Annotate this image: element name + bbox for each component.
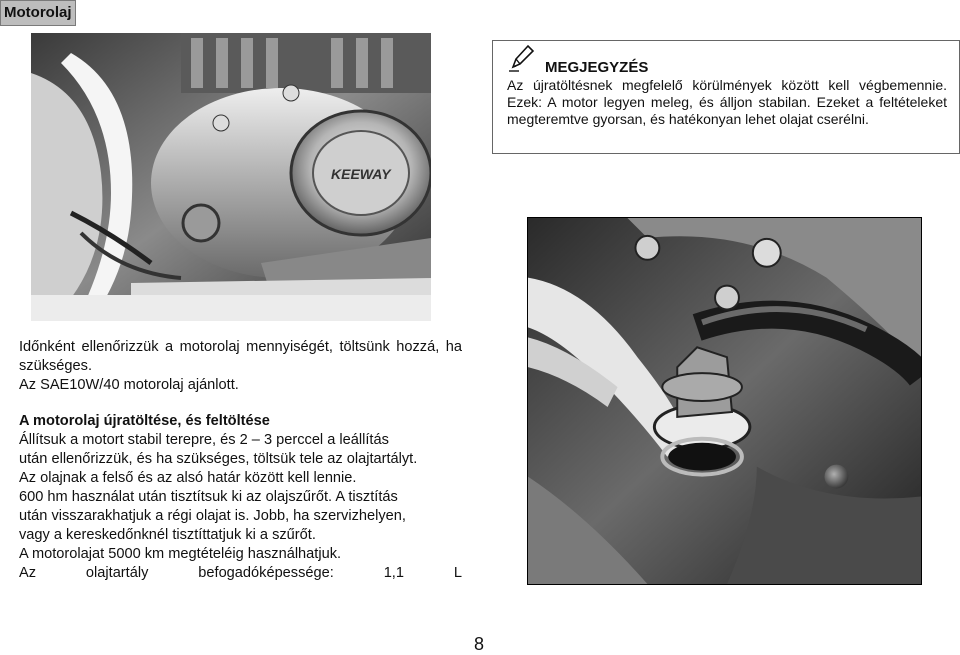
refill-line: után visszarakhatjuk a régi olajat is. Jobb, ha szervizhelyen, xyxy=(19,508,406,524)
refill-line: vagy a kereskedőnknél tisztíttatjuk ki a szűrőt. xyxy=(19,527,316,543)
capacity-word: olajtartály xyxy=(85,565,149,581)
refill-line: Az olajnak a felső és az alsó határ között kell lennie. xyxy=(19,470,357,486)
refill-line: után ellenőrizzük, és ha szükséges, töltsük tele az olajtartályt. xyxy=(19,451,418,467)
refill-title: A motorolaj újratöltése, és feltöltése xyxy=(19,413,270,429)
engine-photo xyxy=(31,33,431,321)
note-header xyxy=(507,47,947,77)
svg-text:KEEWAY: KEEWAY xyxy=(331,166,391,182)
note-title: MEGJEGYZÉS xyxy=(545,59,649,76)
pencil-icon xyxy=(507,43,537,77)
oil-filler-photo xyxy=(527,217,922,585)
capacity-word: Az xyxy=(19,565,37,581)
capacity-word: befogadóképessége: xyxy=(198,565,334,581)
capacity-line xyxy=(19,564,462,583)
refill-line: A motorolajat 5000 km megtételéig használhatjuk. xyxy=(19,546,342,562)
note-box xyxy=(492,40,960,154)
capacity-unit: L xyxy=(453,565,462,581)
refill-line: Állítsuk a motort stabil terepre, és 2 – 3 perccel a leállítás xyxy=(19,432,389,448)
intro-paragraph xyxy=(19,338,462,395)
note-text: Az újratöltésnek megfelelő körülmények között kell végbemennie. Ezek: A motor legyen meleg, és álljon stabilan. Ezeket a feltételeket megteremtve gyorsan, és hatékonyan lehet olajat cserélni. xyxy=(507,77,947,127)
refill-section xyxy=(19,412,462,583)
intro-line-check: Időnként ellenőrizzük a motorolaj mennyiségét, töltsünk hozzá, ha szükséges. xyxy=(19,339,462,374)
refill-line: 600 hm használat után tisztítsuk ki az olajszűrőt. A tisztítás xyxy=(19,489,398,505)
capacity-value: 1,1 xyxy=(383,565,404,581)
section-label: Motorolaj xyxy=(0,0,76,26)
intro-line-recommended-oil: Az SAE10W/40 motorolaj ajánlott. xyxy=(19,377,239,393)
page-number: 8 xyxy=(474,634,485,654)
